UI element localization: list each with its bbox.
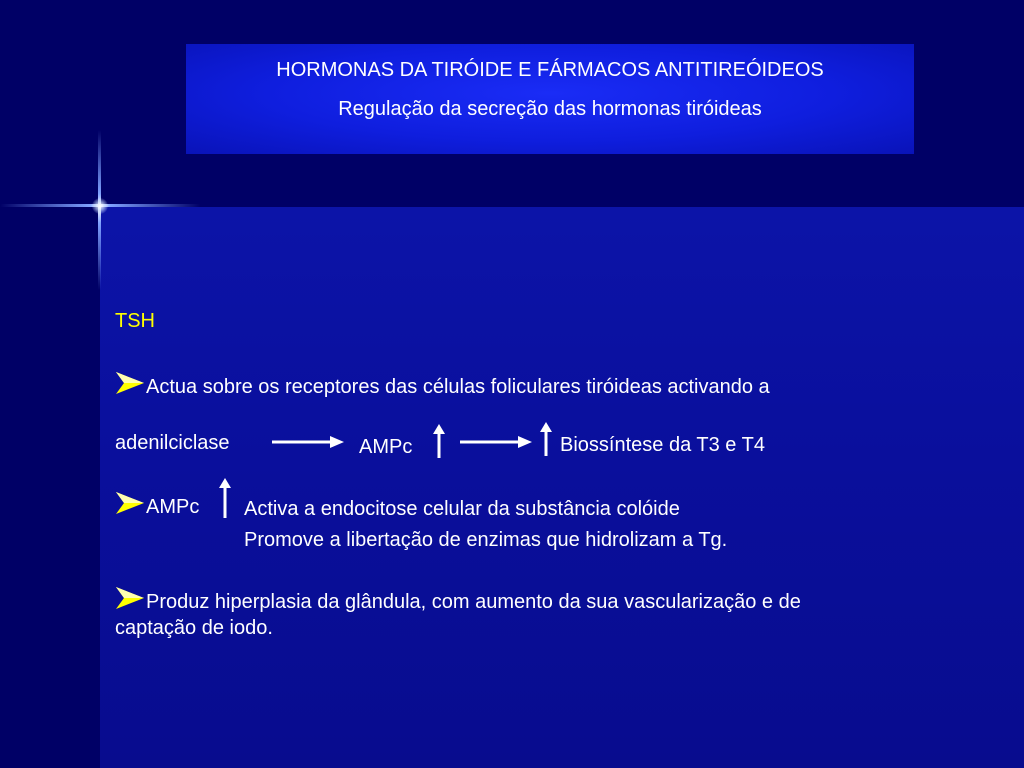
section-heading: TSH (115, 310, 155, 332)
up-arrow-icon (539, 422, 553, 456)
arrow-bullet-icon (115, 370, 145, 396)
arrow-bullet-icon (115, 490, 145, 516)
up-arrow-icon (432, 424, 446, 458)
slide-subtitle: Regulação da secreção das hormonas tiróideas (338, 98, 762, 120)
sparkle-decoration (92, 198, 108, 214)
bullet-1-text: Actua sobre os receptores das células foliculares tiróideas activando a (146, 376, 770, 398)
bullet-3 (115, 585, 801, 614)
right-arrow-icon (272, 434, 344, 450)
content-panel (100, 207, 1024, 768)
chain-start-label: adenilciclase (115, 432, 230, 454)
bullet-2-label: AMPc (146, 496, 200, 518)
bullet-1 (115, 370, 770, 399)
bullet-2-line-1: Activa a endocitose celular da substância colóide (244, 498, 680, 520)
bullet-2-line-2: Promove a libertação de enzimas que hidrolizam a Tg. (244, 529, 728, 551)
bullet-3-line-2: captação de iodo. (115, 617, 273, 639)
chain-middle-label: AMPc (359, 436, 413, 458)
chain-end-label: Biossíntese da T3 e T4 (560, 434, 765, 456)
up-arrow-icon (218, 478, 232, 518)
background-left (0, 207, 100, 768)
bullet-3-line-1: Produz hiperplasia da glândula, com aumento da sua vascularização e de (146, 591, 801, 613)
bullet-2 (115, 490, 199, 519)
arrow-bullet-icon (115, 585, 145, 611)
slide-title: HORMONAS DA TIRÓIDE E FÁRMACOS ANTITIREÓIDEOS (276, 59, 824, 81)
right-arrow-icon (460, 434, 532, 450)
